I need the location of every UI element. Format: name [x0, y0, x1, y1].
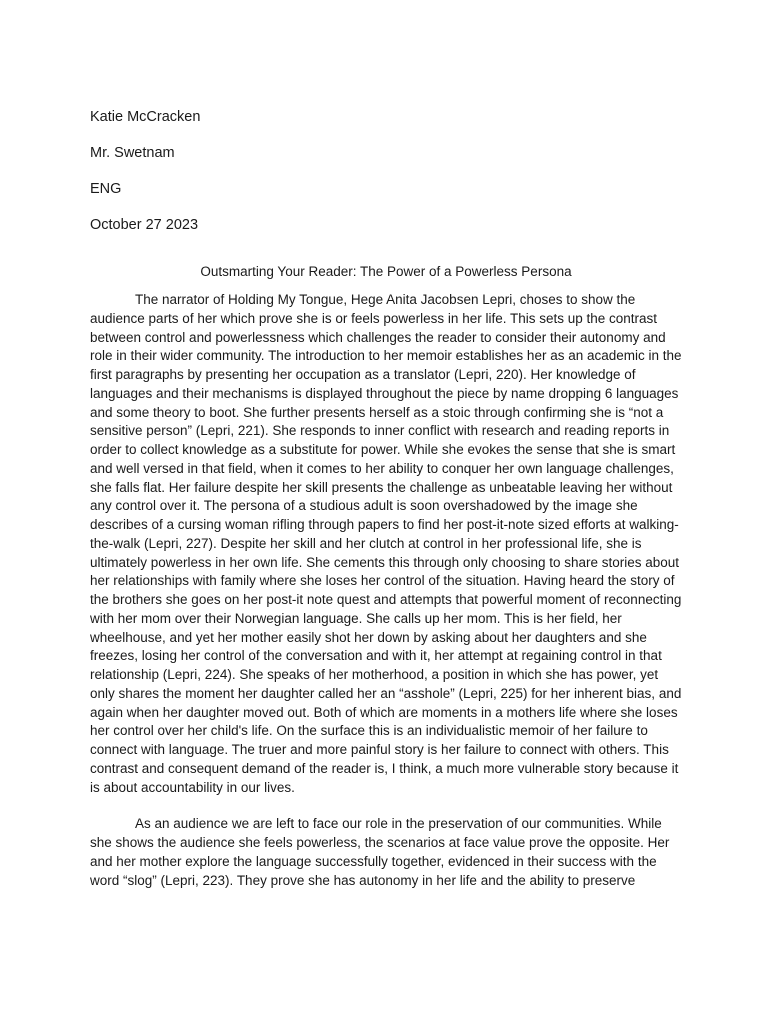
document-page: [90, 107, 682, 890]
essay-date: October 27 2023: [90, 217, 199, 233]
teacher-name: Mr. Swetnam: [90, 145, 175, 161]
essay-title: Outsmarting Your Reader: The Power of a Powerless Persona: [200, 264, 572, 279]
essay-paragraph: The narrator of Holding My Tongue, Hege Anita Jacobsen Lepri, choses to show the audience parts of her which prove she is or feels powerless in her life. This sets up the contrast between control and powerlessness which challenges the reader to consider their autonomy and role in their wider community. The introduction to her memoir establishes her as an academic in the first paragraphs by presenting her occupation as a translator (Lepri, 220). Her knowledge of languages and their mechanisms is displayed throughout the piece by name dropping 6 languages and some theory to boot. She further presents herself as a stoic through confirming she is “not a sensitive person” (Lepri, 221). She responds to inner conflict with research and reading reports in order to collect knowledge as a substitute for power. While she evokes the sense that she is smart and well versed in that field, when it comes to her ability to conquer her own language challenges, she falls flat. Her failure despite her skill presents the challenge as unbeatable leaving her without any control over it. The persona of a studious adult is soon overshadowed by the image she describes of a cursing woman rifling through papers to find her post-it-note sized efforts at walking-the-walk (Lepri, 227). Despite her skill and her clutch at control in her professional life, she is ultimately powerless in her own life. She cements this through only choosing to share stories about her relationships with family where she loses her control of the situation. Having heard the story of the brothers she goes on her post-it note quest and attempts that powerful moment of reconnecting with her mom over their Norwegian language. She calls up her mom. This is her field, her wheelhouse, and yet her mother easily shot her down by asking about her daughters and she freezes, losing her control of the conversation and with it, her attempt at regaining control in that relationship (Lepri, 224). She speaks of her motherhood, a position in which she has power, yet only shares the moment her daughter called her an “asshole” (Lepri, 225) for her inherent bias, and again when her daughter moved out. Both of which are moments in a mothers life where she loses her control over her child's life. On the surface this is an individualistic memoir of her failure to connect with language. The truer and more painful story is her failure to connect with others. This contrast and consequent demand of the reader is, I think, a much more vulnerable story because it is about accountability in our lives.: [90, 292, 682, 795]
course-name: ENG: [90, 181, 122, 197]
student-name: Katie McCracken: [90, 109, 201, 125]
essay-paragraph: As an audience we are left to face our role in the preservation of our communities. While she shows the audience she feels powerless, the scenarios at face value prove the opposite. Her and her mother explore the language successfully together, evidenced in their success with the word “slog” (Lepri, 223). They prove she has autonomy in her life and the ability to preserve: [90, 816, 670, 888]
